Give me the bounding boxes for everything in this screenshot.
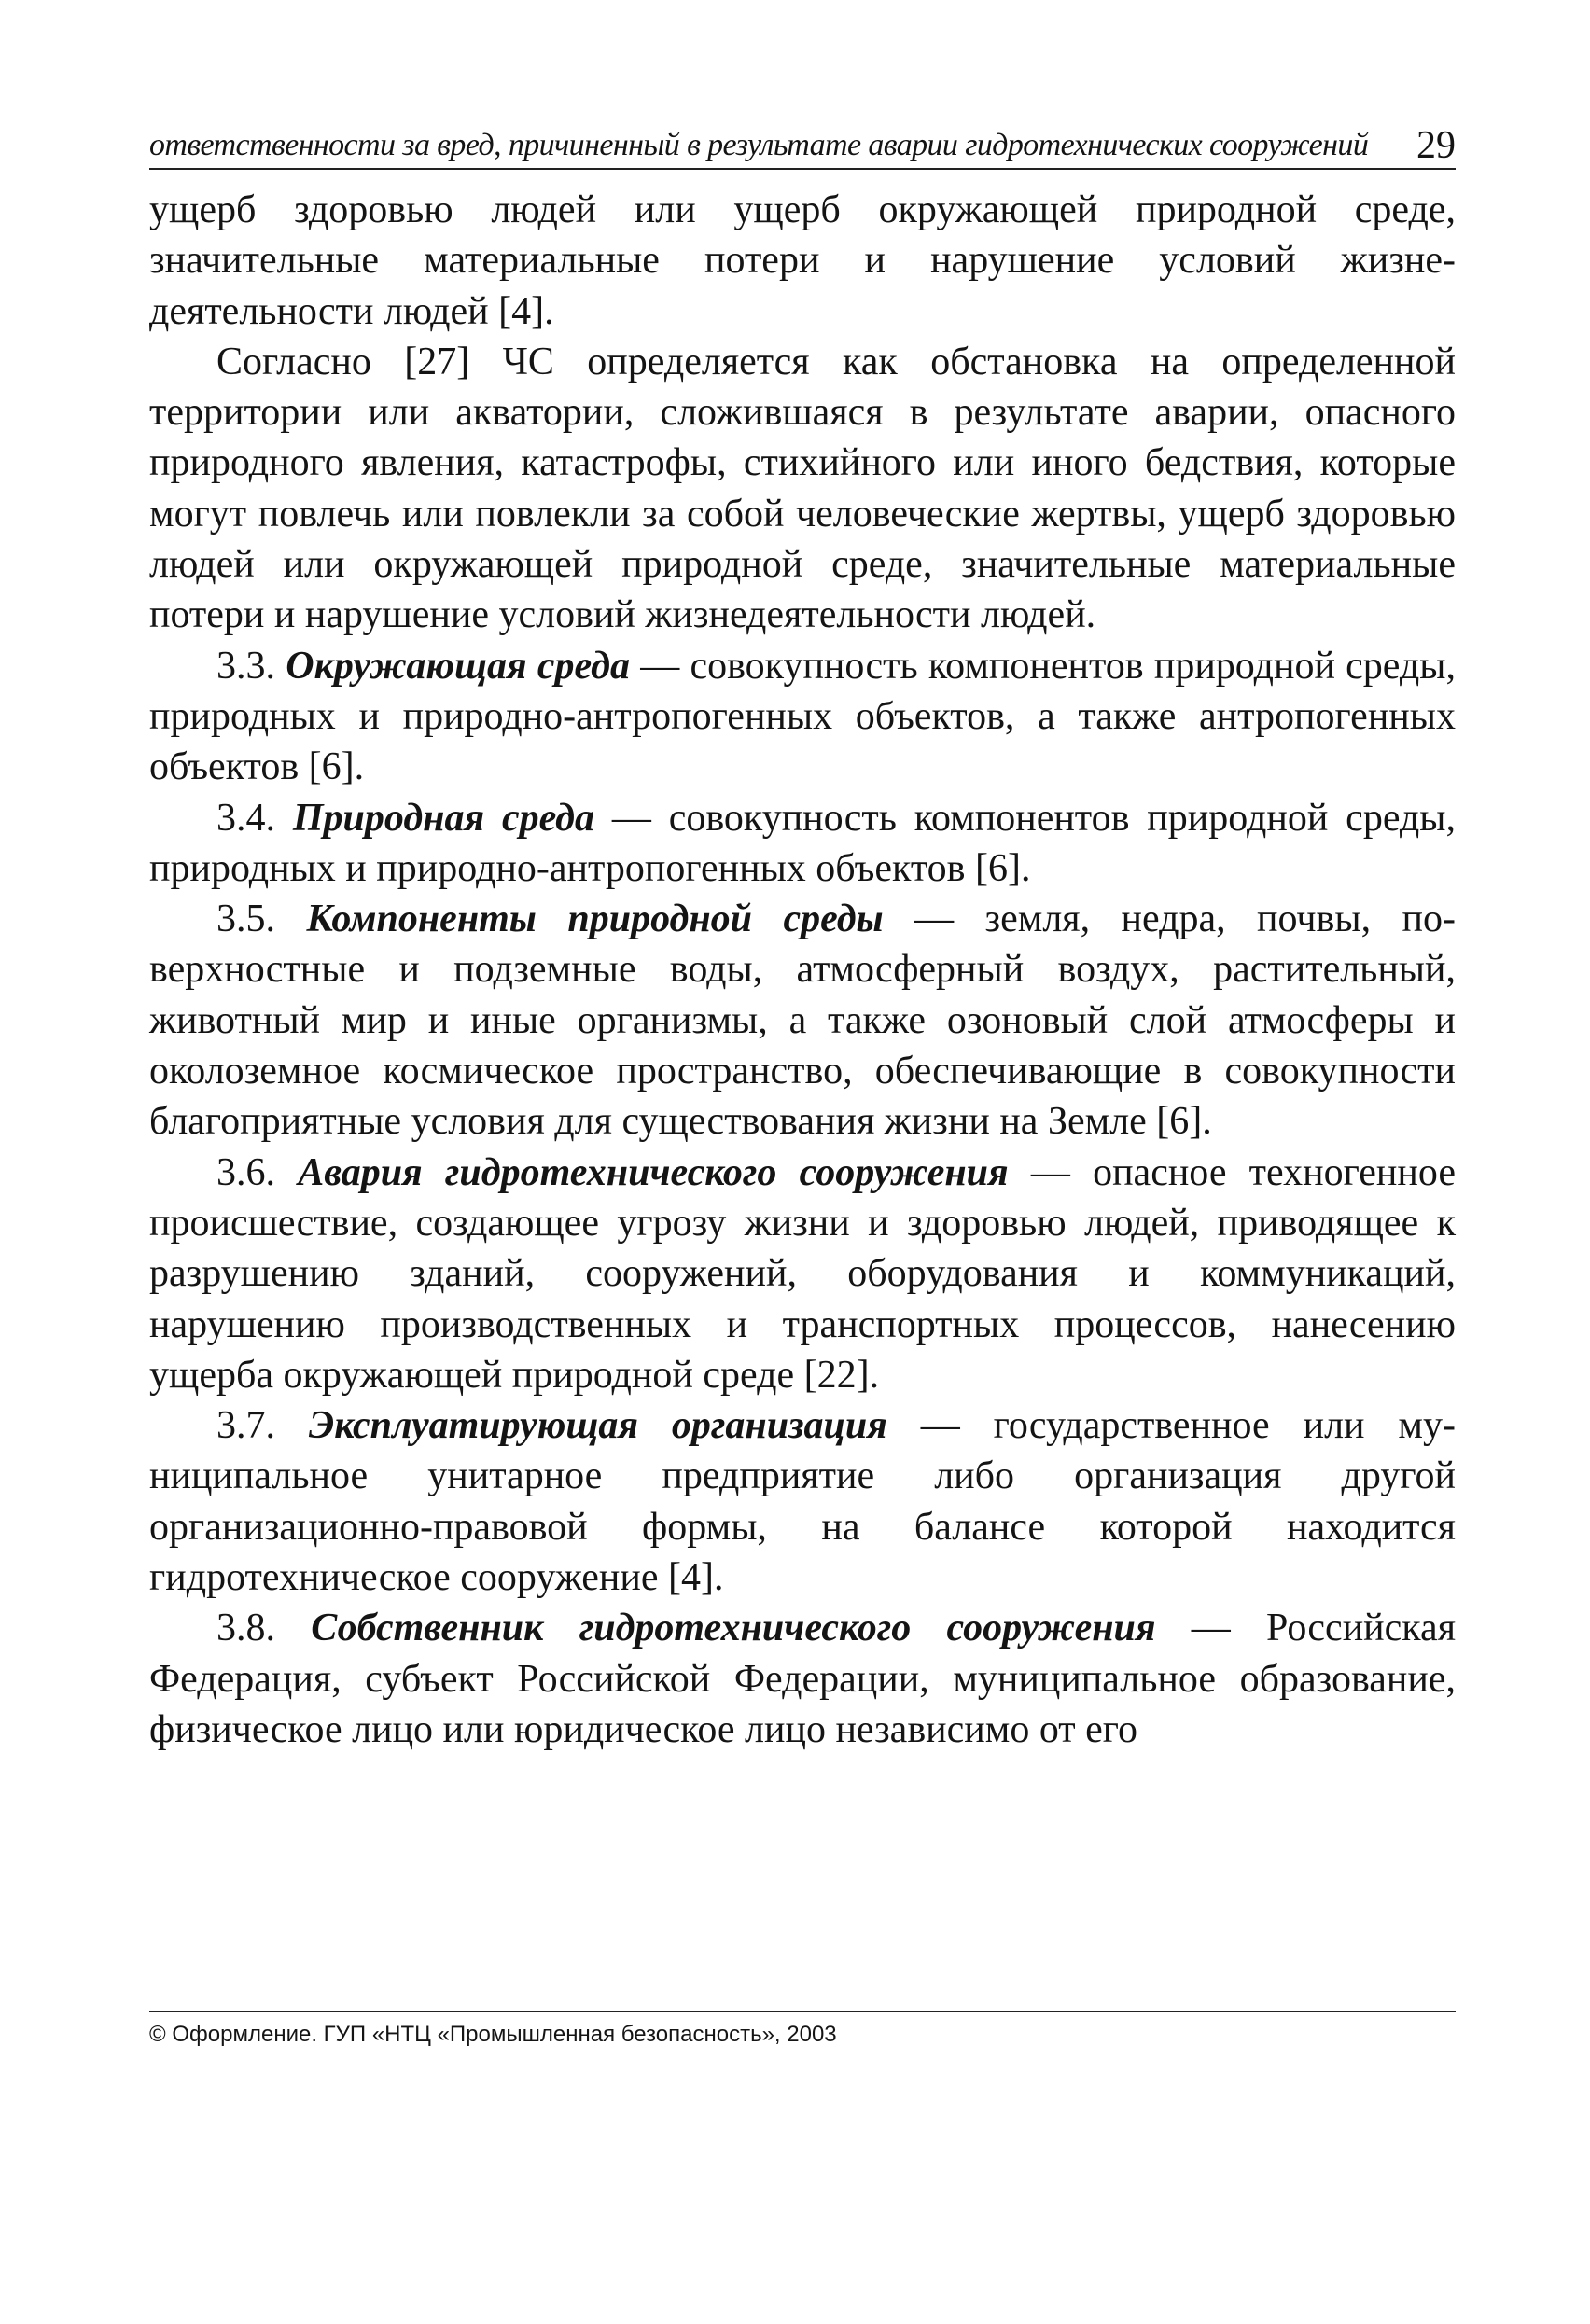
defined-term: Компоненты природной среды bbox=[306, 898, 884, 941]
clause-number: 3.8. bbox=[216, 1607, 275, 1650]
paragraph-3-8 bbox=[149, 1603, 1456, 1755]
paragraph-text: — Российская Федерация, субъект Российской Федерации, муниципальное образование, физическое лицо или юридическое лицо независимо от его bbox=[149, 1607, 1457, 1751]
page-number: 29 bbox=[1416, 124, 1456, 167]
footer-divider bbox=[149, 2011, 1456, 2012]
paragraph-3-6 bbox=[149, 1148, 1456, 1400]
paragraph-continuation bbox=[149, 185, 1456, 337]
paragraph-text: — земля, недра, почвы, поверхностные и подземные воды, атмосферный воздух, растительный, животный мир и иные организмы, а также озоновый слой атмосферы и околоземное космическое пространство, обеспечивающие в совокупности благоприятные условия для существования жизни на Земле [6]. bbox=[149, 898, 1457, 1144]
clause-number: 3.5. bbox=[216, 898, 275, 941]
body-text bbox=[149, 185, 1456, 1755]
defined-term: Эксплуатирующая организация bbox=[308, 1404, 887, 1448]
clause-number: 3.4. bbox=[216, 796, 275, 840]
running-header bbox=[149, 119, 1456, 170]
clause-number: 3.6. bbox=[216, 1150, 275, 1194]
document-page bbox=[149, 0, 1456, 2324]
paragraph-text: — совокупность компонентов природной среды, природных и природно-антропогенных объектов [6]. bbox=[149, 796, 1456, 890]
defined-term: Окружающая среда bbox=[286, 644, 630, 688]
copyright-footer: © Оформление. ГУП «НТЦ «Промышленная безопасность», 2003 bbox=[149, 2022, 837, 2047]
paragraph-text: — совокупность компонентов природной среды, природных и природно-антропогенных объектов, а также антропогенных объектов [6]. bbox=[149, 644, 1456, 789]
running-header-title: ответственности за вред, причиненный в результате аварии гидротехнических сооружений bbox=[149, 128, 1369, 162]
paragraph-text: — государственное или муниципальное унитарное предприятие либо организация другой организационно-правовой формы, на балансе которой находится гидротехническое сооружение [4]. bbox=[149, 1404, 1457, 1600]
paragraph-text: ущерб здоровью людей или ущерб окружающей природной среде, значительные материальные потери и нарушение условий жизнедеятельности людей [4]. bbox=[149, 188, 1456, 333]
paragraph-3-7 bbox=[149, 1400, 1456, 1603]
paragraph-3-3 bbox=[149, 641, 1456, 793]
defined-term: Авария гидротехнического сооружения bbox=[298, 1150, 1009, 1194]
paragraph-3-4 bbox=[149, 793, 1456, 895]
paragraph-text: Согласно [27] ЧС определяется как обстановка на определенной территории или акватории, сложившаяся в результате аварии, опасного природного явления, катастрофы, стихийного или иного бедствия, которые могут повлечь или повлекли за собой человеческие жертвы, ущерб здоровью людей или окружающей природной среде, значительные материальные потери и нарушение условий жизнедеятельности людей. bbox=[149, 340, 1456, 637]
paragraph-3-5 bbox=[149, 894, 1456, 1147]
paragraph-text: — опасное техногенное происшествие, создающее угрозу жизни и здоровью людей, приводящее к разрушению зданий, сооружений, оборудования и коммуникаций, нарушению производственных и транспортных процессов, нанесению ущерба окружающей природной среде [22]. bbox=[149, 1150, 1457, 1397]
paragraph-emergency-definition bbox=[149, 337, 1456, 641]
defined-term: Собственник гидротехнического сооружения bbox=[311, 1607, 1156, 1650]
clause-number: 3.3. bbox=[216, 644, 275, 688]
clause-number: 3.7. bbox=[216, 1404, 275, 1448]
defined-term: Природная среда bbox=[292, 796, 595, 840]
